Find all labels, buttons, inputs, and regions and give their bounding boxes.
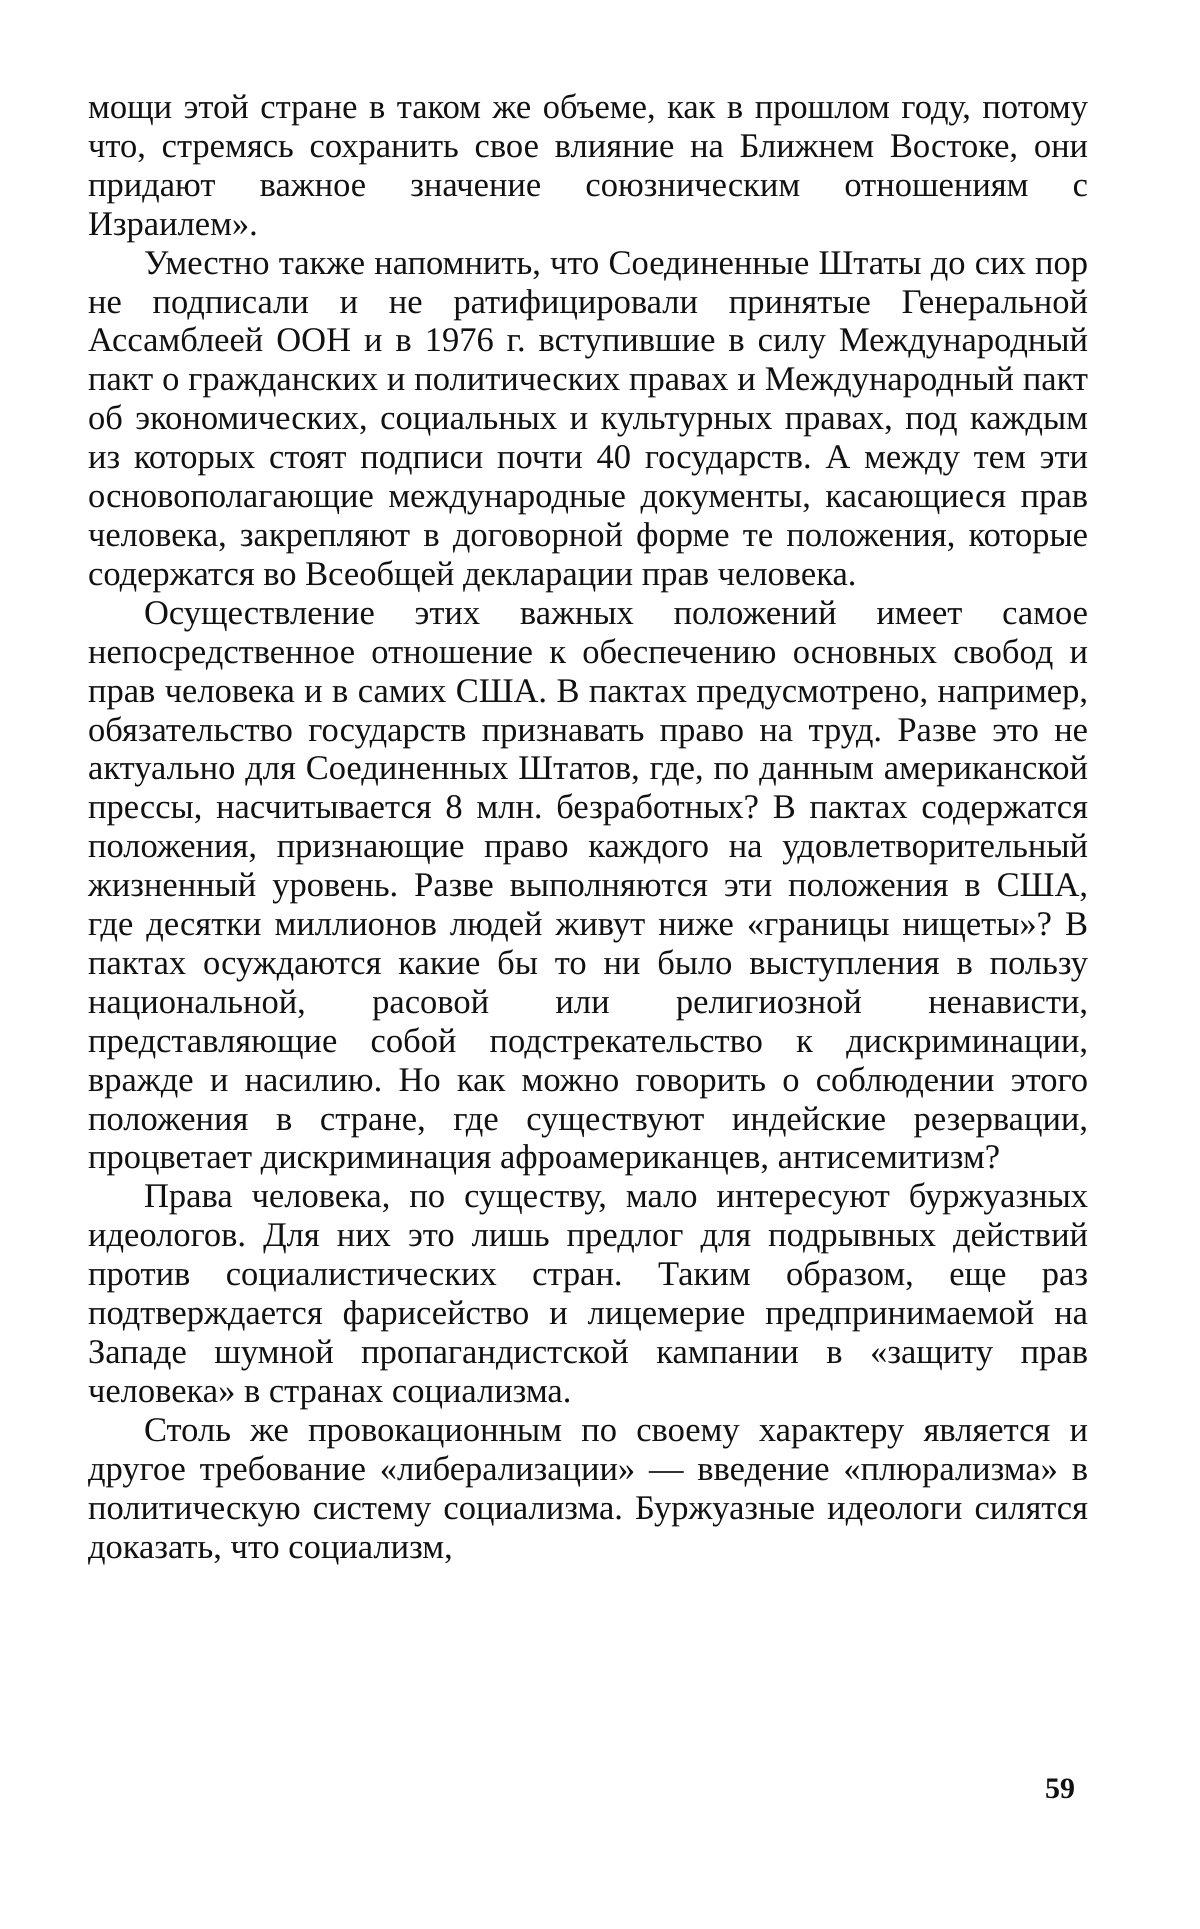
paragraph-4: Права человека, по существу, мало интересуют буржуазных идеологов. Для них это лишь предлог для подрывных действий против социалистических стран. Таким образом, еще раз подтверждается фарисейство и лицемерие предпринимаемой на Западе шумной пропагандистской кампании в «защиту прав человека» в странах социализма. [88,1177,1088,1410]
paragraph-5: Столь же провокационным по своему характеру является и другое требование «либерализации» — введение «плюрализма» в политическую систему социализма. Буржуазные идеологи силятся доказать, что социализм, [88,1410,1088,1566]
page-number: 59 [1045,1772,1075,1805]
paragraph-3: Осуществление этих важных положений имеет самое непосредственное отношение к обеспечению основных свобод и прав человека и в самих США. В пактах предусмотрено, например, обязательство государств признавать право на труд. Разве это не актуально для Соединенных Штатов, где, по данным американской прессы, насчитывается 8 млн. безработных? В пактах содержатся положения, признающие право каждого на удовлетворительный жизненный уровень. Разве выполняются эти положения в США, где десятки миллионов людей живут ниже «границы нищеты»? В пактах осуждаются какие бы то ни было выступления в пользу национальной, расовой или религиозной ненависти, представляющие собой подстрекательство к дискриминации, вражде и насилию. Но как можно говорить о соблюдении этого положения в стране, где существуют индейские резервации, процветает дискриминация афроамериканцев, антисемитизм? [88,593,1088,1177]
paragraph-2: Уместно также напомнить, что Соединенные Штаты до сих пор не подписали и не ратифицировали принятые Генеральной Ассамблеей ООН и в 1976 г. вступившие в силу Международный пакт о гражданских и политических правах и Международный пакт об экономических, социальных и культурных правах, под каждым из которых стоят подписи почти 40 государств. А между тем эти основополагающие международные документы, касающиеся прав человека, закрепляют в договорной форме те положения, которые содержатся во Всеобщей декларации прав человека. [88,243,1088,593]
page-text [88,88,1088,1566]
paragraph-1: мощи этой стране в таком же объеме, как в прошлом году, потому что, стремясь сохранить свое влияние на Ближнем Востоке, они придают важное значение союзническим отношениям с Израилем». [88,88,1088,243]
